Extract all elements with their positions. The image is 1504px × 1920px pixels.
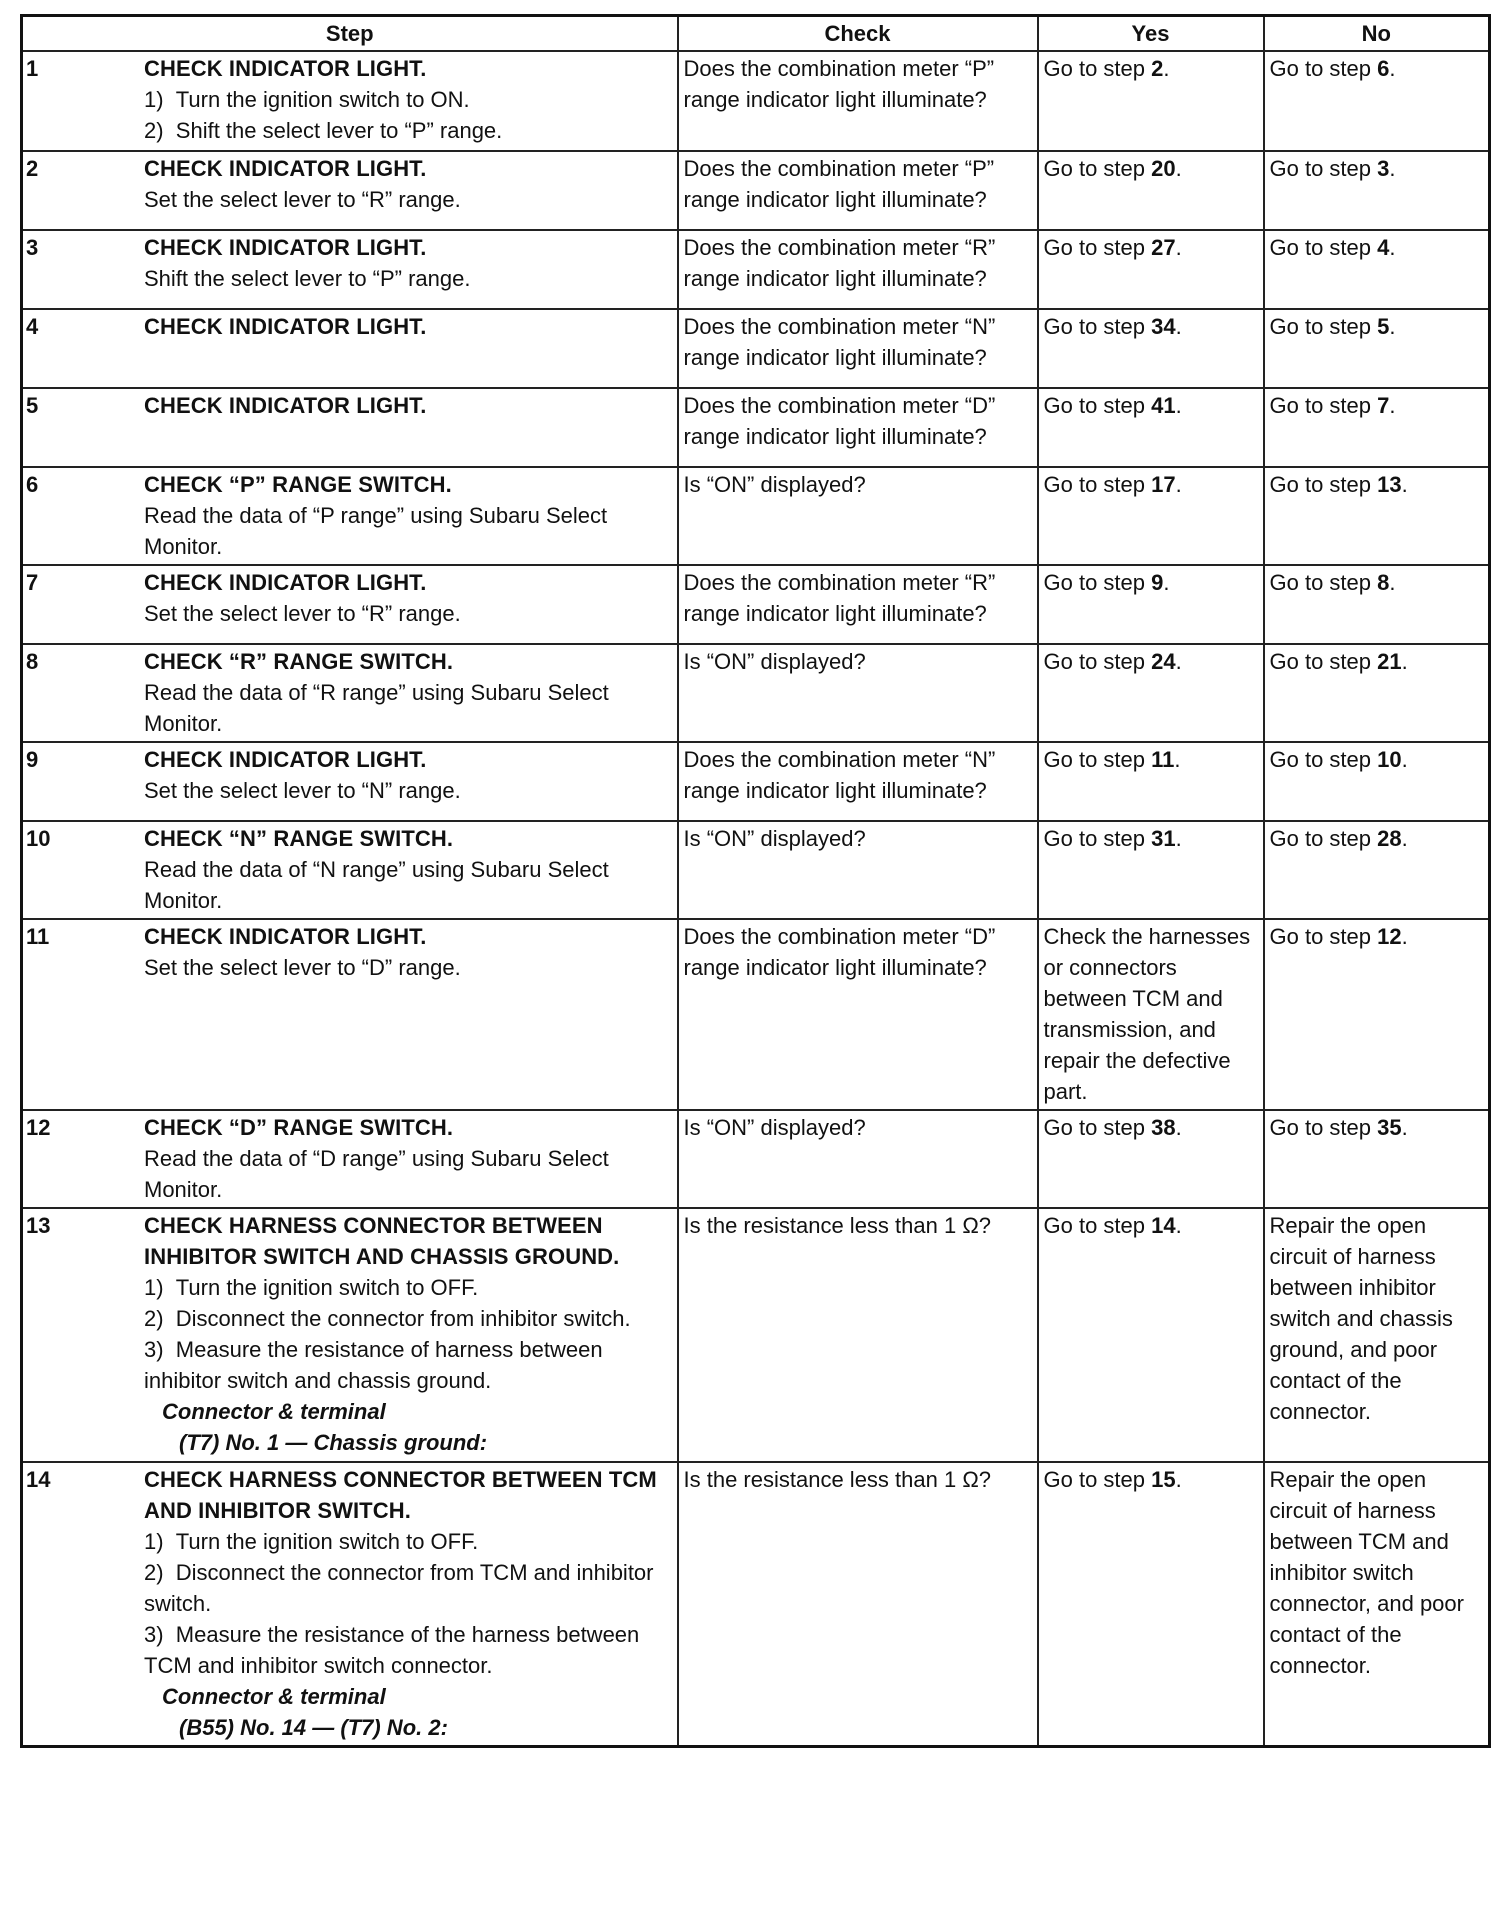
- check-cell: Is “ON” displayed?: [678, 467, 1038, 565]
- step-instruction: Read the data of “N range” using Subaru Select Monitor.: [144, 857, 609, 913]
- check-cell: Does the combination meter “N” range indicator light illuminate?: [678, 309, 1038, 388]
- goto-step-number: 27: [1151, 235, 1176, 260]
- no-cell: [1264, 565, 1490, 644]
- goto-prefix: Go to step: [1043, 826, 1152, 851]
- check-cell: Is “ON” displayed?: [678, 644, 1038, 742]
- goto-period: .: [1401, 924, 1408, 949]
- table-row: [22, 644, 1490, 742]
- step-instruction: 3) Measure the resistance of harness between inhibitor switch and chassis ground.: [144, 1337, 603, 1393]
- step-instruction: Set the select lever to “N” range.: [144, 778, 461, 803]
- step-body: [144, 310, 677, 344]
- goto-step-number: 38: [1151, 1115, 1176, 1140]
- step-instruction: 2) Disconnect the connector from inhibitor switch.: [144, 1306, 631, 1331]
- goto-period: .: [1174, 747, 1181, 772]
- goto-step-number: 21: [1377, 649, 1402, 674]
- goto-step-number: 15: [1151, 1467, 1176, 1492]
- step-body: [144, 822, 677, 918]
- goto-prefix: Go to step: [1043, 747, 1152, 772]
- yes-cell: [1038, 919, 1264, 1110]
- check-cell: Does the combination meter “R” range indicator light illuminate?: [678, 230, 1038, 309]
- step-title: CHECK “P” RANGE SWITCH.: [144, 472, 452, 497]
- goto-prefix: Go to step: [1269, 924, 1378, 949]
- step-instruction: Set the select lever to “D” range.: [144, 955, 461, 980]
- check-cell: Does the combination meter “N” range indicator light illuminate?: [678, 742, 1038, 821]
- step-cell: [22, 565, 678, 644]
- step-cell: [22, 51, 678, 151]
- yes-cell: [1038, 230, 1264, 309]
- step-cell: [22, 742, 678, 821]
- yes-cell: [1038, 565, 1264, 644]
- goto-prefix: Go to step: [1269, 393, 1378, 418]
- table-row: [22, 230, 1490, 309]
- step-number: 1: [26, 56, 39, 81]
- goto-prefix: Go to step: [1269, 235, 1378, 260]
- step-number: 3: [26, 235, 39, 260]
- connector-terminal-label: Connector & terminal: [162, 1684, 386, 1709]
- check-cell: Is the resistance less than 1 Ω?: [678, 1462, 1038, 1747]
- goto-period: .: [1175, 235, 1182, 260]
- goto-period: .: [1163, 570, 1170, 595]
- step-cell: [22, 821, 678, 919]
- header-step: Step: [22, 16, 678, 52]
- table-row: [22, 565, 1490, 644]
- table-row: [22, 1110, 1490, 1208]
- step-title: CHECK INDICATOR LIGHT.: [144, 747, 427, 772]
- step-title: CHECK “D” RANGE SWITCH.: [144, 1115, 454, 1140]
- goto-step-number: 41: [1151, 393, 1176, 418]
- yes-cell: [1038, 1110, 1264, 1208]
- goto-prefix: Go to step: [1269, 570, 1378, 595]
- goto-step-number: 20: [1151, 156, 1176, 181]
- table-row: [22, 1462, 1490, 1747]
- step-body: [144, 566, 677, 631]
- goto-prefix: Go to step: [1043, 1115, 1152, 1140]
- check-cell: Is “ON” displayed?: [678, 821, 1038, 919]
- step-title: CHECK INDICATOR LIGHT.: [144, 393, 427, 418]
- step-instruction: 3) Measure the resistance of the harness between TCM and inhibitor switch connector.: [144, 1622, 640, 1678]
- step-cell: [22, 1462, 678, 1747]
- yes-cell: [1038, 1208, 1264, 1462]
- goto-prefix: Go to step: [1043, 570, 1152, 595]
- step-body: [144, 1463, 677, 1745]
- goto-period: .: [1401, 472, 1408, 497]
- step-instruction: 2) Disconnect the connector from TCM and inhibitor switch.: [144, 1560, 654, 1616]
- goto-period: .: [1401, 826, 1408, 851]
- step-body: [144, 52, 677, 148]
- yes-cell: [1038, 51, 1264, 151]
- goto-prefix: Go to step: [1269, 156, 1378, 181]
- goto-step-number: 35: [1377, 1115, 1402, 1140]
- step-cell: [22, 230, 678, 309]
- header-no: No: [1264, 16, 1490, 52]
- goto-prefix: Go to step: [1269, 649, 1378, 674]
- goto-step-number: 10: [1377, 747, 1402, 772]
- table-row: [22, 388, 1490, 467]
- check-cell: Does the combination meter “D” range indicator light illuminate?: [678, 919, 1038, 1110]
- goto-step-number: 11: [1151, 747, 1175, 772]
- step-body: [144, 743, 677, 808]
- step-number: 13: [26, 1213, 51, 1238]
- yes-cell: [1038, 644, 1264, 742]
- check-cell: Does the combination meter “D” range indicator light illuminate?: [678, 388, 1038, 467]
- step-cell: [22, 1208, 678, 1462]
- step-title: CHECK INDICATOR LIGHT.: [144, 235, 427, 260]
- check-cell: Does the combination meter “P” range indicator light illuminate?: [678, 151, 1038, 230]
- step-number: 5: [26, 393, 39, 418]
- step-number: 11: [26, 924, 50, 949]
- goto-step-number: 12: [1377, 924, 1402, 949]
- no-cell: [1264, 51, 1490, 151]
- table-row: [22, 919, 1490, 1110]
- step-instruction: Shift the select lever to “P” range.: [144, 266, 471, 291]
- step-cell: [22, 1110, 678, 1208]
- goto-prefix: Go to step: [1269, 472, 1378, 497]
- goto-step-number: 9: [1151, 570, 1164, 595]
- step-body: [144, 645, 677, 741]
- goto-step-number: 8: [1377, 570, 1390, 595]
- step-number: 8: [26, 649, 39, 674]
- goto-period: .: [1175, 649, 1182, 674]
- step-instruction: Read the data of “R range” using Subaru Select Monitor.: [144, 680, 609, 736]
- goto-period: .: [1401, 1115, 1408, 1140]
- step-title: CHECK INDICATOR LIGHT.: [144, 924, 427, 949]
- step-instruction: Set the select lever to “R” range.: [144, 601, 461, 626]
- check-cell: Is “ON” displayed?: [678, 1110, 1038, 1208]
- step-title: CHECK “R” RANGE SWITCH.: [144, 649, 454, 674]
- step-title: CHECK INDICATOR LIGHT.: [144, 570, 427, 595]
- step-body: [144, 920, 677, 985]
- goto-period: .: [1389, 235, 1396, 260]
- goto-prefix: Go to step: [1043, 235, 1152, 260]
- header-yes: Yes: [1038, 16, 1264, 52]
- step-body: [144, 1209, 677, 1460]
- step-instruction: 1) Turn the ignition switch to OFF.: [144, 1275, 479, 1300]
- goto-period: .: [1389, 314, 1396, 339]
- yes-cell-text: Check the harnesses or connectors between TCM and transmission, and repair the defective part.: [1043, 924, 1251, 1104]
- step-body: [144, 1111, 677, 1207]
- no-cell: [1264, 919, 1490, 1110]
- no-cell: [1264, 1208, 1490, 1462]
- no-cell: [1264, 309, 1490, 388]
- goto-prefix: Go to step: [1269, 1115, 1378, 1140]
- table-row: [22, 151, 1490, 230]
- goto-step-number: 4: [1377, 235, 1390, 260]
- table-body: [22, 51, 1490, 1747]
- goto-prefix: Go to step: [1043, 156, 1152, 181]
- goto-step-number: 2: [1151, 56, 1164, 81]
- goto-step-number: 28: [1377, 826, 1402, 851]
- yes-cell: [1038, 467, 1264, 565]
- goto-prefix: Go to step: [1043, 472, 1152, 497]
- goto-period: .: [1175, 156, 1182, 181]
- goto-prefix: Go to step: [1269, 314, 1378, 339]
- goto-prefix: Go to step: [1043, 649, 1152, 674]
- step-number: 7: [26, 570, 39, 595]
- step-body: [144, 389, 677, 423]
- goto-step-number: 14: [1151, 1213, 1176, 1238]
- goto-period: .: [1401, 747, 1408, 772]
- goto-period: .: [1175, 393, 1182, 418]
- step-instruction: Read the data of “D range” using Subaru Select Monitor.: [144, 1146, 609, 1202]
- goto-prefix: Go to step: [1269, 826, 1378, 851]
- no-cell: [1264, 151, 1490, 230]
- step-number: 9: [26, 747, 39, 772]
- goto-period: .: [1389, 56, 1396, 81]
- goto-period: .: [1389, 156, 1396, 181]
- step-title: CHECK “N” RANGE SWITCH.: [144, 826, 454, 851]
- goto-prefix: Go to step: [1043, 1213, 1152, 1238]
- yes-cell: [1038, 388, 1264, 467]
- step-title: CHECK HARNESS CONNECTOR BETWEEN INHIBITOR SWITCH AND CHASSIS GROUND.: [144, 1213, 620, 1269]
- step-body: [144, 152, 677, 217]
- goto-period: .: [1401, 649, 1408, 674]
- table-row: [22, 1208, 1490, 1462]
- goto-period: .: [1163, 56, 1170, 81]
- connector-terminal-label: Connector & terminal: [162, 1399, 386, 1424]
- goto-prefix: Go to step: [1043, 314, 1152, 339]
- no-cell-text: Repair the open circuit of harness between inhibitor switch and chassis ground, and poor contact of the connector.: [1269, 1213, 1453, 1424]
- table-header-row: [22, 16, 1490, 52]
- step-title: CHECK INDICATOR LIGHT.: [144, 156, 427, 181]
- no-cell: [1264, 1110, 1490, 1208]
- table-row: [22, 742, 1490, 821]
- goto-period: .: [1175, 1213, 1182, 1238]
- no-cell: [1264, 644, 1490, 742]
- step-cell: [22, 467, 678, 565]
- no-cell-text: Repair the open circuit of harness between TCM and inhibitor switch connector, and poor contact of the connector.: [1269, 1467, 1464, 1678]
- step-title: CHECK HARNESS CONNECTOR BETWEEN TCM AND INHIBITOR SWITCH.: [144, 1467, 657, 1523]
- check-cell: Does the combination meter “R” range indicator light illuminate?: [678, 565, 1038, 644]
- no-cell: [1264, 742, 1490, 821]
- goto-period: .: [1175, 1115, 1182, 1140]
- goto-prefix: Go to step: [1043, 1467, 1152, 1492]
- table-row: [22, 467, 1490, 565]
- step-title: CHECK INDICATOR LIGHT.: [144, 314, 427, 339]
- goto-step-number: 7: [1377, 393, 1390, 418]
- no-cell: [1264, 1462, 1490, 1747]
- step-instruction: Read the data of “P range” using Subaru Select Monitor.: [144, 503, 608, 559]
- step-number: 6: [26, 472, 39, 497]
- yes-cell: [1038, 821, 1264, 919]
- yes-cell: [1038, 1462, 1264, 1747]
- goto-period: .: [1175, 314, 1182, 339]
- goto-prefix: Go to step: [1269, 747, 1378, 772]
- yes-cell: [1038, 309, 1264, 388]
- step-cell: [22, 309, 678, 388]
- step-cell: [22, 388, 678, 467]
- check-cell: Does the combination meter “P” range indicator light illuminate?: [678, 51, 1038, 151]
- step-cell: [22, 919, 678, 1110]
- step-body: [144, 468, 677, 564]
- no-cell: [1264, 230, 1490, 309]
- goto-prefix: Go to step: [1269, 56, 1378, 81]
- goto-step-number: 24: [1151, 649, 1176, 674]
- goto-prefix: Go to step: [1043, 56, 1152, 81]
- check-cell: Is the resistance less than 1 Ω?: [678, 1208, 1038, 1462]
- goto-period: .: [1175, 826, 1182, 851]
- step-instruction: 1) Turn the ignition switch to ON.: [144, 87, 470, 112]
- goto-period: .: [1175, 1467, 1182, 1492]
- connector-terminal-value: (B55) No. 14 — (T7) No. 2:: [179, 1715, 448, 1740]
- goto-period: .: [1389, 393, 1396, 418]
- diagnostic-table: [20, 14, 1491, 1748]
- step-instruction: 1) Turn the ignition switch to OFF.: [144, 1529, 479, 1554]
- no-cell: [1264, 388, 1490, 467]
- no-cell: [1264, 821, 1490, 919]
- step-number: 10: [26, 826, 51, 851]
- goto-step-number: 6: [1377, 56, 1390, 81]
- step-cell: [22, 151, 678, 230]
- step-number: 14: [26, 1467, 51, 1492]
- step-instruction: 2) Shift the select lever to “P” range.: [144, 118, 503, 143]
- step-number: 2: [26, 156, 39, 181]
- step-number: 12: [26, 1115, 51, 1140]
- goto-step-number: 13: [1377, 472, 1402, 497]
- header-check: Check: [678, 16, 1038, 52]
- goto-step-number: 34: [1151, 314, 1176, 339]
- goto-prefix: Go to step: [1043, 393, 1152, 418]
- connector-terminal-value: (T7) No. 1 — Chassis ground:: [179, 1430, 488, 1455]
- step-cell: [22, 644, 678, 742]
- goto-step-number: 5: [1377, 314, 1390, 339]
- goto-period: .: [1389, 570, 1396, 595]
- goto-step-number: 17: [1151, 472, 1176, 497]
- step-title: CHECK INDICATOR LIGHT.: [144, 56, 427, 81]
- step-instruction: Set the select lever to “R” range.: [144, 187, 461, 212]
- goto-step-number: 3: [1377, 156, 1390, 181]
- step-body: [144, 231, 677, 296]
- no-cell: [1264, 467, 1490, 565]
- step-number: 4: [26, 314, 39, 339]
- goto-period: .: [1175, 472, 1182, 497]
- table-row: [22, 821, 1490, 919]
- yes-cell: [1038, 742, 1264, 821]
- goto-step-number: 31: [1151, 826, 1176, 851]
- table-row: [22, 51, 1490, 151]
- table-row: [22, 309, 1490, 388]
- yes-cell: [1038, 151, 1264, 230]
